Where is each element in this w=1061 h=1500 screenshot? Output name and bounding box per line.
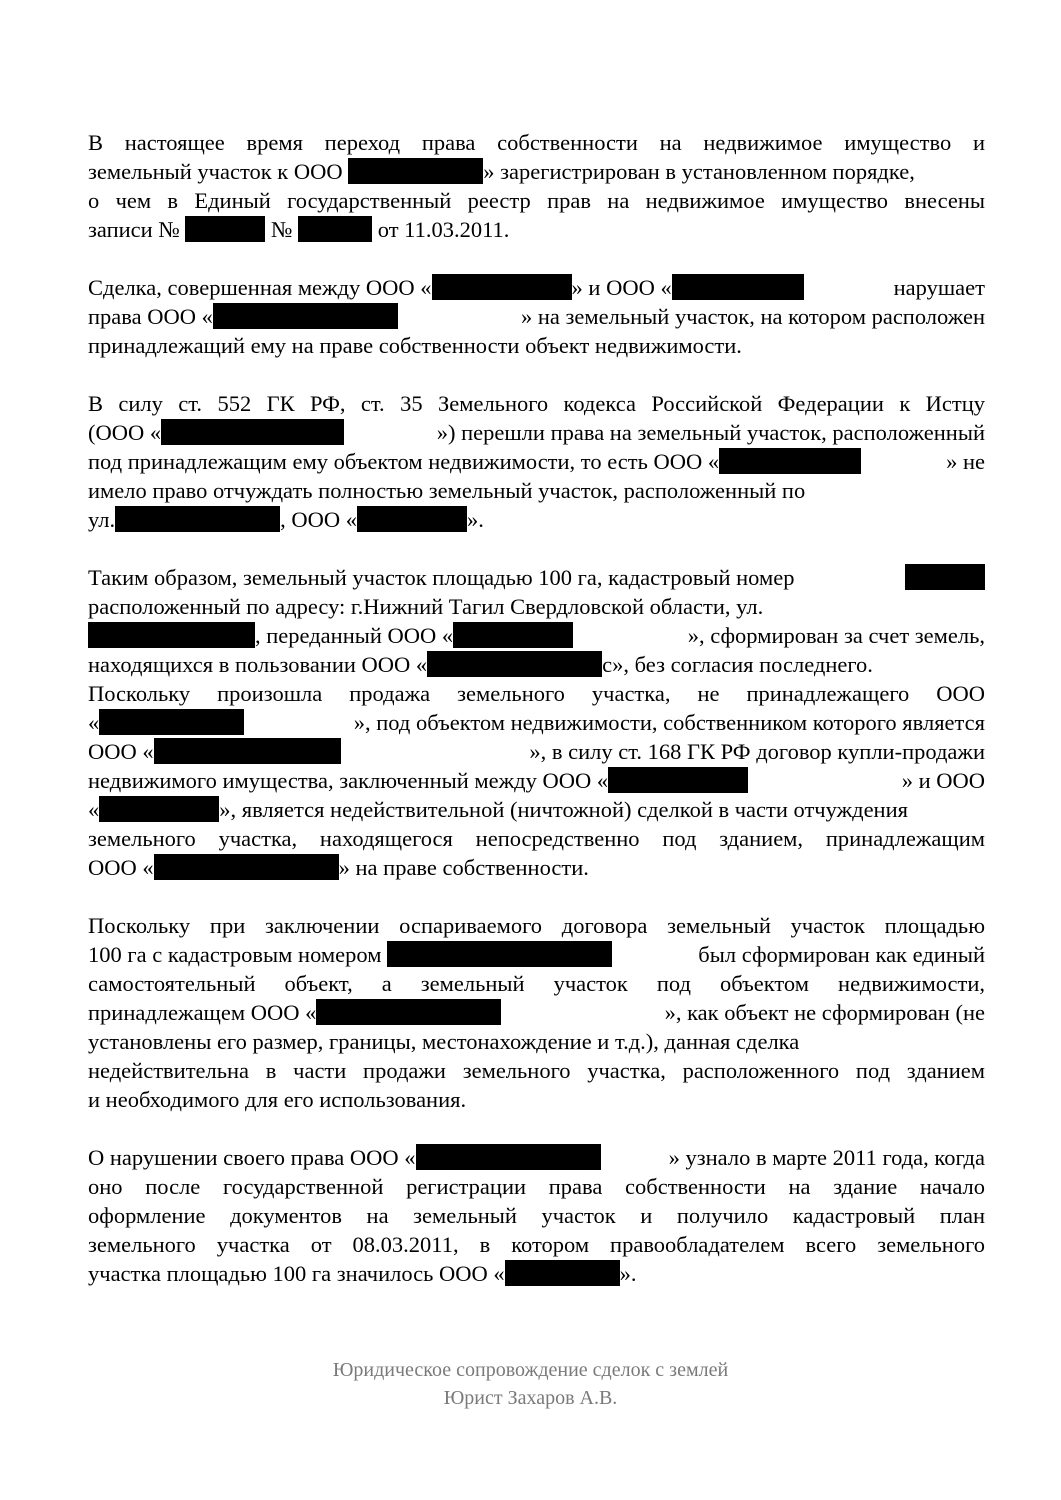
redaction-block <box>427 651 602 677</box>
line-text: » зарегистрирован в установленном порядке, <box>483 159 915 184</box>
text-line <box>88 476 985 505</box>
line-text: ООО « <box>88 855 154 880</box>
text-line <box>88 969 985 998</box>
redaction-block <box>357 506 467 532</box>
line-text: ». <box>619 1261 637 1286</box>
redaction-block <box>672 274 804 300</box>
text-line <box>88 447 985 476</box>
line-text: имело право отчуждать полностью земельный участок, расположенный по <box>88 478 806 503</box>
line-text: под принадлежащим ему объектом недвижимости, то есть ООО « <box>88 449 720 474</box>
line-text: », как объект не сформирован (не <box>664 1000 985 1025</box>
redaction-block <box>185 216 265 242</box>
redaction-block <box>115 506 280 532</box>
text-line <box>88 1172 985 1201</box>
line-text: № <box>265 217 299 242</box>
redaction-block <box>608 767 748 793</box>
redaction-block <box>213 303 398 329</box>
line-text: ». <box>467 507 484 532</box>
line-text: « <box>88 710 100 735</box>
line-text: установлены его размер, границы, местонахождение и т.д.), данная сделка <box>88 1029 800 1054</box>
text-line <box>88 273 985 302</box>
text-line <box>88 766 985 795</box>
text-line <box>88 1027 985 1056</box>
redaction-block <box>99 796 219 822</box>
text-line <box>88 418 985 447</box>
footer-line-2: Юрист Захаров А.В. <box>443 1387 618 1409</box>
paragraph <box>88 1143 985 1288</box>
line-text: оно после государственной регистрации права собственности на здание начало <box>88 1174 985 1199</box>
line-text: участка площадью 100 га значилось ООО « <box>88 1261 505 1286</box>
paragraph <box>88 389 985 534</box>
line-text: Таким образом, земельный участок площадью 100 га, кадастровый номер <box>88 565 795 590</box>
line-text: О нарушении своего права ООО « <box>88 1145 416 1170</box>
redaction-block <box>416 1144 601 1170</box>
text-line <box>88 853 985 882</box>
line-text: был сформирован как единый <box>698 942 985 967</box>
text-line <box>88 302 985 331</box>
line-text: » на земельный участок, на котором расположен <box>521 304 985 329</box>
footer <box>0 1356 1061 1412</box>
text-line <box>88 1201 985 1230</box>
line-text: » и ООО « <box>571 275 672 300</box>
text-line <box>88 650 985 679</box>
text-line <box>88 389 985 418</box>
text-line <box>88 1259 985 1288</box>
text-line <box>88 331 985 360</box>
text-line <box>88 128 985 157</box>
line-text: принадлежащий ему на праве собственности объект недвижимости. <box>88 333 742 358</box>
line-text: ул. <box>88 507 116 532</box>
line-text: Сделка, совершенная между ООО « <box>88 275 432 300</box>
line-text: , ООО « <box>280 507 357 532</box>
line-text: ООО « <box>88 739 154 764</box>
redaction-block <box>298 216 372 242</box>
line-text: самостоятельный объект, а земельный участок под объектом недвижимости, <box>88 971 985 996</box>
line-text: недействительна в части продажи земельного участка, расположенного под зданием <box>88 1058 985 1083</box>
line-text: земельного участка от 08.03.2011, в котором правообладателем всего земельного <box>88 1232 985 1257</box>
redaction-block <box>348 158 483 184</box>
line-text: » и ООО <box>901 768 985 793</box>
redaction-block <box>387 941 612 967</box>
line-text: расположенный по адресу: г.Нижний Тагил Свердловской области, ул. <box>88 594 764 619</box>
line-text: » не <box>946 449 985 474</box>
line-text: находящихся в пользовании ООО « <box>88 652 428 677</box>
line-text: Поскольку произошла продажа земельного участка, не принадлежащего ООО <box>88 681 985 706</box>
line-text: и необходимого для его использования. <box>88 1087 467 1112</box>
text-line <box>88 621 985 650</box>
line-text: оформление документов на земельный участок и получило кадастровый план <box>88 1203 985 1228</box>
line-text: с», без согласия последнего. <box>602 652 873 677</box>
line-text: принадлежащем ООО « <box>88 1000 317 1025</box>
text-line <box>88 592 985 621</box>
redaction-block <box>453 622 573 648</box>
line-text: ») перешли права на земельный участок, расположенный <box>436 420 985 445</box>
text-line <box>88 1143 985 1172</box>
paragraph <box>88 128 985 244</box>
line-text: В силу ст. 552 ГК РФ, ст. 35 Земельного кодекса Российской Федерации к Истцу <box>88 391 985 416</box>
line-text: земельного участка, находящегося непосредственно под зданием, принадлежащим <box>88 826 985 851</box>
line-text: 100 га с кадастровым номером <box>88 942 388 967</box>
document-body <box>88 128 985 1288</box>
line-text: , переданный ООО « <box>255 623 454 648</box>
text-line <box>88 157 985 186</box>
line-text: », под объектом недвижимости, собственником которого является <box>353 710 985 735</box>
line-text: », сформирован за счет земель, <box>687 623 985 648</box>
line-text: Поскольку при заключении оспариваемого договора земельный участок площадью <box>88 913 985 938</box>
line-text: (ООО « <box>88 420 162 445</box>
redaction-block <box>88 622 255 648</box>
redaction-block <box>432 274 572 300</box>
line-text: », является недействительной (ничтожной) сделкой в части отчуждения <box>219 797 908 822</box>
line-text: » на праве собственности. <box>338 855 589 880</box>
redaction-block <box>154 854 339 880</box>
text-line <box>88 1085 985 1114</box>
line-text: записи № <box>88 217 186 242</box>
redaction-block <box>161 419 344 445</box>
line-text: о чем в Единый государственный реестр прав на недвижимое имущество внесены <box>88 188 985 213</box>
redaction-block <box>154 738 341 764</box>
text-line <box>88 186 985 215</box>
paragraph <box>88 563 985 882</box>
line-text: В настоящее время переход права собственности на недвижимое имущество и <box>88 130 985 155</box>
text-line <box>88 795 985 824</box>
text-line <box>88 563 985 592</box>
line-text: » узнало в марте 2011 года, когда <box>668 1145 985 1170</box>
line-text: от 11.03.2011. <box>372 217 510 242</box>
line-text: », в силу ст. 168 ГК РФ договор купли-продажи <box>529 739 985 764</box>
text-line <box>88 505 985 534</box>
line-text: « <box>88 797 100 822</box>
paragraph <box>88 911 985 1114</box>
text-line <box>88 911 985 940</box>
line-text: недвижимого имущества, заключенный между ООО « <box>88 768 609 793</box>
redaction-block <box>719 448 861 474</box>
redaction-block <box>905 564 985 590</box>
text-line <box>88 679 985 708</box>
line-text: права ООО « <box>88 304 213 329</box>
line-text: земельный участок к ООО <box>88 159 349 184</box>
footer-line-1: Юридическое сопровождение сделок с землей <box>332 1359 729 1381</box>
redaction-block <box>99 709 244 735</box>
paragraph <box>88 273 985 360</box>
redaction-block <box>316 999 501 1025</box>
line-text: нарушает <box>893 275 985 300</box>
text-line <box>88 1056 985 1085</box>
text-line <box>88 1230 985 1259</box>
text-line <box>88 940 985 969</box>
text-line <box>88 737 985 766</box>
text-line <box>88 215 985 244</box>
redaction-block <box>505 1260 620 1286</box>
text-line <box>88 998 985 1027</box>
text-line <box>88 824 985 853</box>
text-line <box>88 708 985 737</box>
